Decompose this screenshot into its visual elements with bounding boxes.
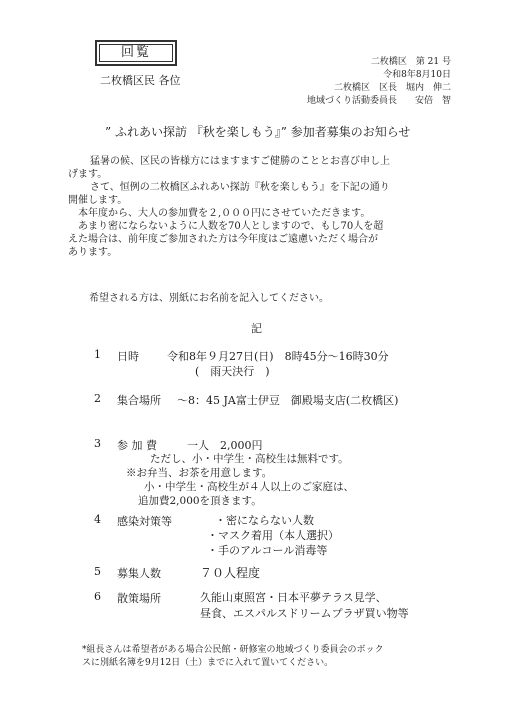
recipient: 二枚橋区民 各位 bbox=[100, 74, 181, 87]
item-number: 6 bbox=[94, 590, 101, 603]
circulation-stamp bbox=[95, 40, 177, 66]
intro-line: 猛暑の候、区民の皆様方にはますますご健勝のこととお喜び申し上 bbox=[90, 156, 390, 167]
fee-line: 追加費2,000を頂きます。 bbox=[138, 495, 262, 507]
issuer-block bbox=[307, 56, 451, 108]
issue-date: 令和8年8月10日 bbox=[383, 70, 451, 80]
intro-line: げます。 bbox=[68, 169, 108, 180]
measure-line: ・マスク着用（本人選択） bbox=[207, 529, 339, 542]
meeting-value: ～8：45 JA富士伊豆 御殿場支店(二枚橋区) bbox=[177, 394, 399, 407]
stamp-inner-border bbox=[99, 44, 173, 62]
footer-line: スに別紙名簿を9月12日（土）までに入れて置いてください。 bbox=[82, 658, 334, 668]
weather-note: ( 雨天決行 ) bbox=[195, 365, 270, 378]
request-text: 希望される方は、別紙にお名前を記入してください。 bbox=[89, 293, 329, 304]
route-list bbox=[200, 590, 409, 622]
measure-line: ・密にならない人数 bbox=[215, 514, 314, 527]
capacity-label: 募集人数 bbox=[117, 567, 161, 580]
intro-line: あまり密にならないように人数を70人としますので、もし70人を超 bbox=[78, 221, 384, 232]
fee-details bbox=[126, 452, 354, 508]
item-number: 3 bbox=[94, 437, 101, 450]
measures-label: 感染対策等 bbox=[117, 515, 172, 528]
footer-line: *組長さんは希望者がある場合公民館・研修室の地域づくり委員会のボック bbox=[82, 645, 384, 655]
route-line: 久能山東照宮・日本平夢テラス見学、 bbox=[200, 591, 387, 604]
intro-line: 本年度から、大人の参加費を２,０００円にさせていただきます。 bbox=[78, 208, 371, 219]
item-number: 5 bbox=[94, 565, 101, 578]
route-line: 昼食、エスパルスドリームプラザ買い物等 bbox=[200, 607, 409, 620]
measure-line: ・手のアルコール消毒等 bbox=[207, 544, 328, 557]
intro-line: 開催します。 bbox=[68, 195, 128, 206]
district-chief: 二枚橋区 区長 堀内 伸二 bbox=[333, 83, 451, 93]
fee-line: ただし、小・中学生・高校生は無料です。 bbox=[150, 453, 349, 465]
stamp-text: 回覧 bbox=[120, 45, 151, 60]
footer-note bbox=[82, 644, 384, 670]
intro-line: えた場合は、前年度ご参加された方は今年度はご遠慮いただく場合が bbox=[68, 234, 378, 245]
fee-label: 参 加 費 bbox=[117, 439, 157, 452]
document-title: ” ふれあい探訪 『秋を楽しもう』” 参加者募集のお知らせ bbox=[105, 125, 411, 139]
measures-list bbox=[207, 513, 339, 558]
fee-line: ※お弁当、お茶を用意します。 bbox=[126, 467, 273, 479]
capacity-value: ７０人程度 bbox=[200, 566, 261, 580]
intro-line: さて、恒例の二枚橋区ふれあい探訪『秋を楽しもう』を下記の通り bbox=[90, 182, 390, 193]
date-value: 令和8年９月27日(日) 8時45分～16時30分 bbox=[167, 350, 389, 363]
item-number: 4 bbox=[94, 513, 101, 526]
route-label: 散策場所 bbox=[117, 592, 161, 605]
intro-line: あります。 bbox=[68, 247, 118, 258]
item-number: 1 bbox=[94, 348, 101, 361]
ki-heading: 記 bbox=[251, 322, 262, 335]
document-number: 二枚橋区 第 21 号 bbox=[370, 57, 451, 67]
fee-line: 小・中学生・高校生が４人以上のご家庭は、 bbox=[144, 481, 354, 493]
date-label: 日時 bbox=[117, 350, 139, 363]
intro-text bbox=[68, 155, 390, 259]
item-number: 2 bbox=[94, 392, 101, 405]
meeting-label: 集合場所 bbox=[117, 394, 161, 407]
committee-chair: 地域づくり活動委員長 安倍 智 bbox=[306, 96, 451, 106]
fee-value: 一人 2,000円 bbox=[187, 439, 263, 452]
